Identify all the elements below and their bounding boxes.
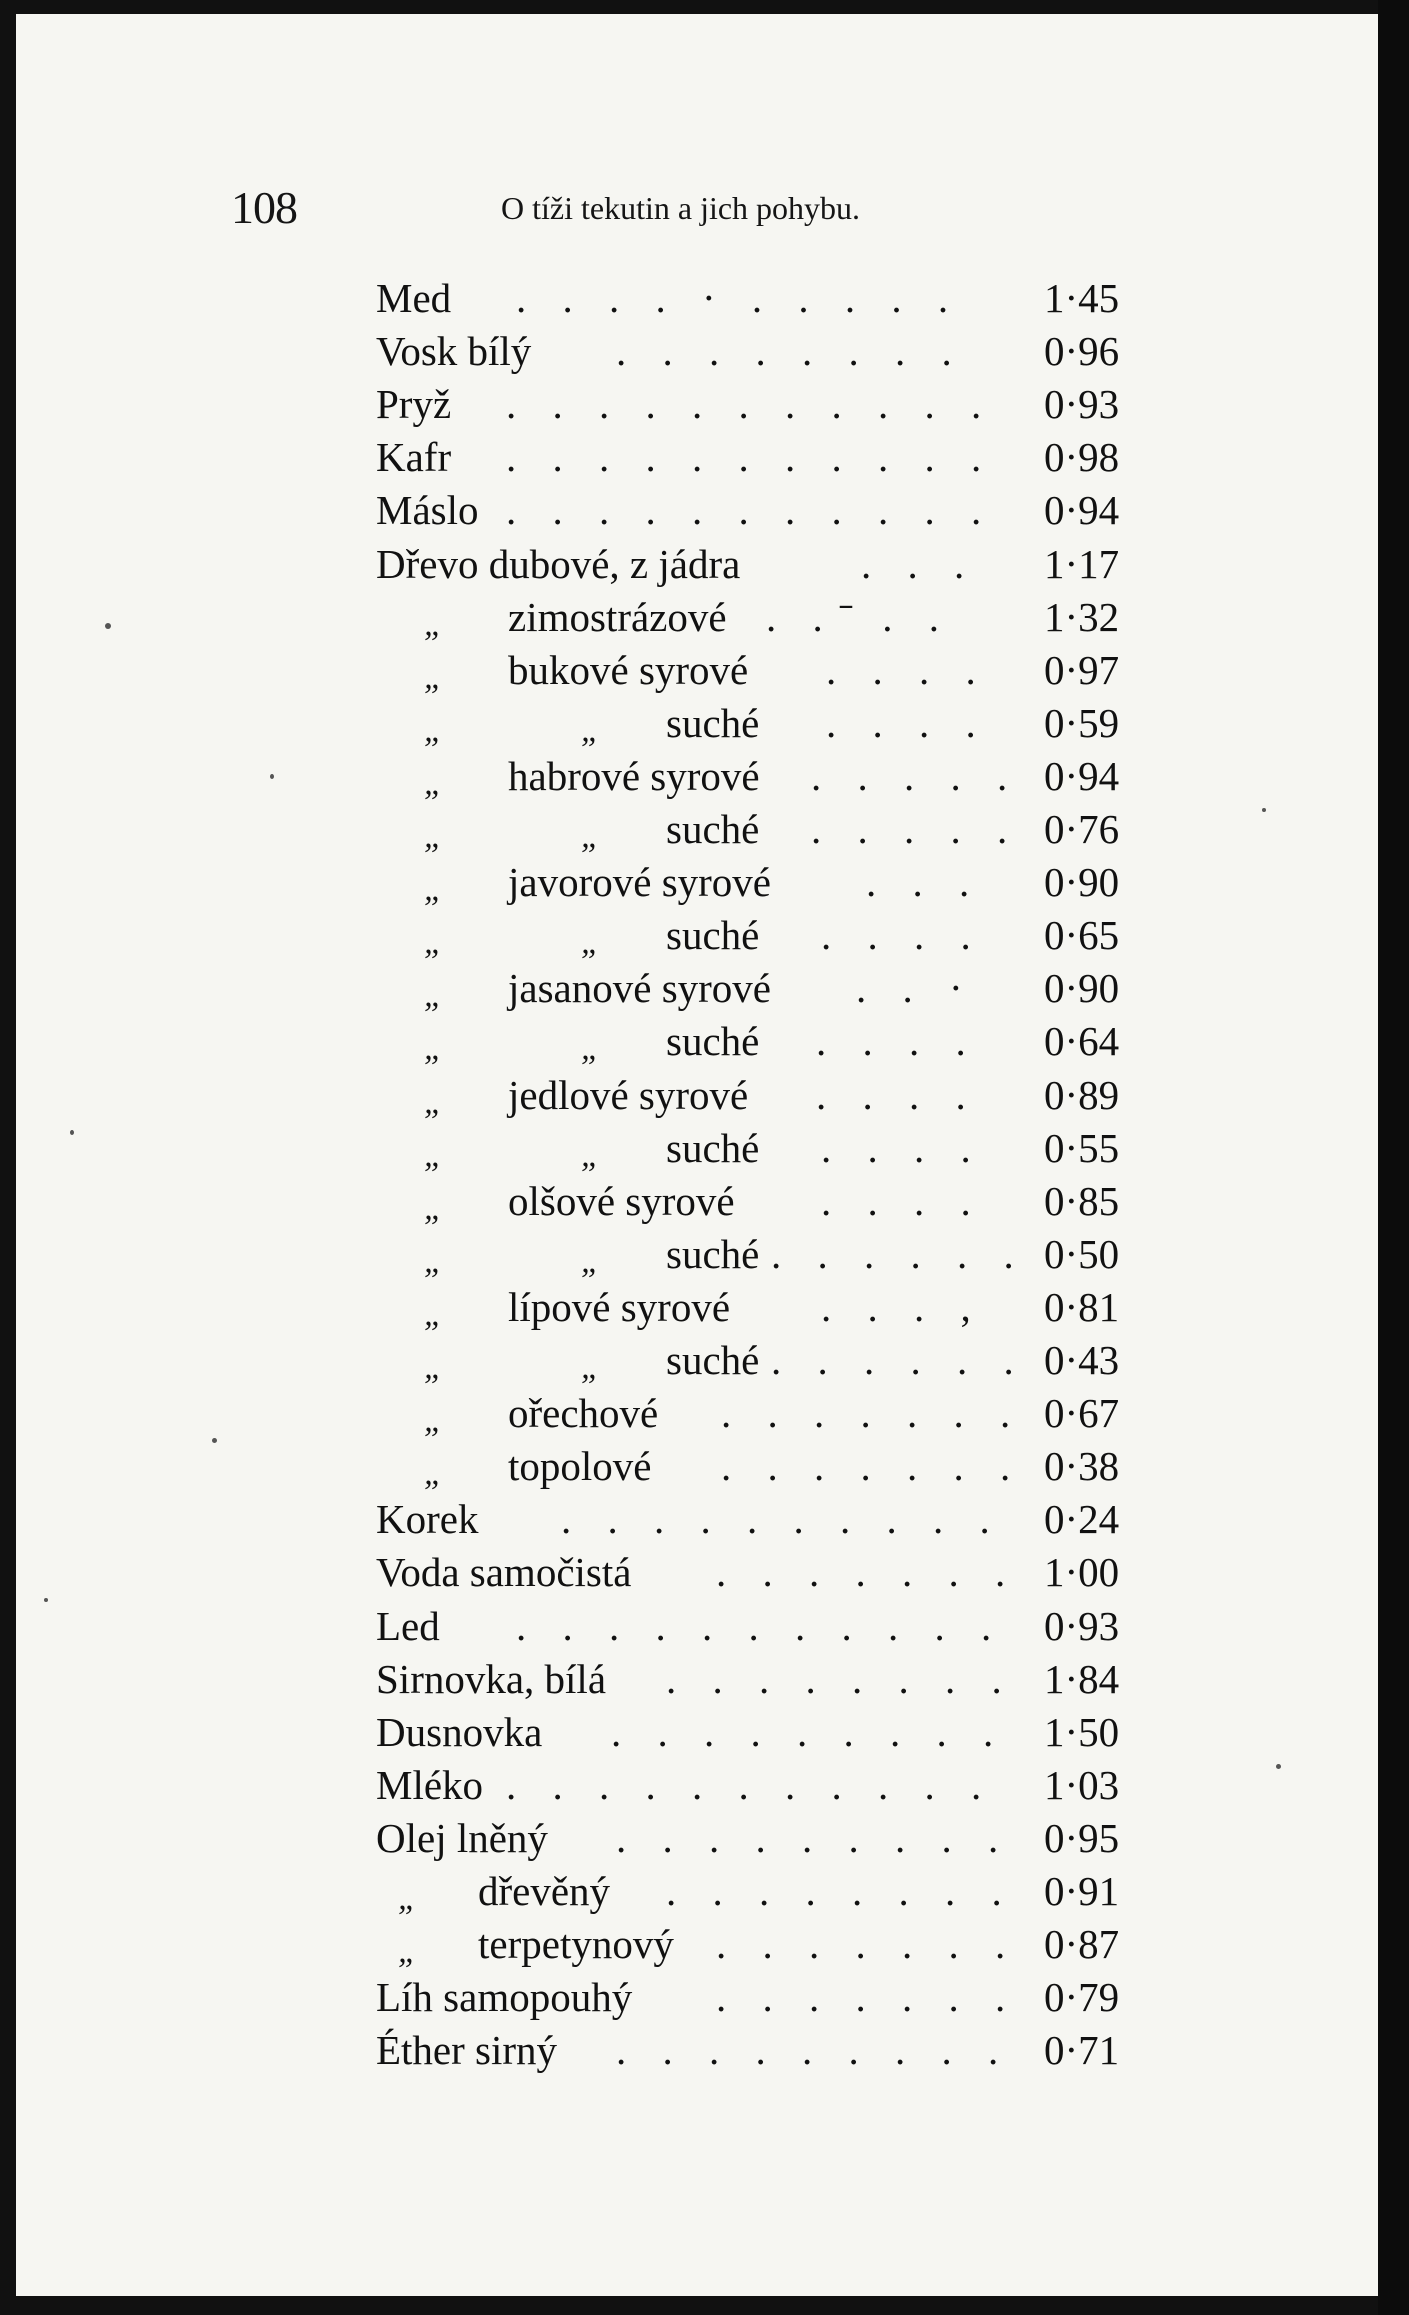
row-label: suché bbox=[666, 1337, 760, 1383]
ditto-mark-second: „ bbox=[581, 924, 600, 962]
row-label: suché bbox=[666, 806, 760, 852]
ditto-mark: „ bbox=[398, 1880, 417, 1917]
leader-dots: . . . . . . . . . . . bbox=[506, 1761, 995, 1808]
leader-dots: . . . , bbox=[821, 1283, 984, 1330]
table-row bbox=[16, 2024, 1378, 2076]
row-label: Mléko bbox=[376, 1761, 484, 1808]
table-row bbox=[16, 909, 1378, 961]
specific-gravity-value: 0·95 bbox=[1044, 1814, 1120, 1861]
leader-dots: . . . . . . bbox=[771, 1230, 1027, 1277]
row-label: dřevěný bbox=[478, 1868, 611, 1914]
table-row bbox=[16, 1971, 1378, 2023]
scan-border bbox=[1378, 0, 1409, 2315]
specific-gravity-value: 0·65 bbox=[1044, 912, 1120, 959]
book-page bbox=[16, 14, 1378, 2296]
leader-dots: . . . bbox=[866, 859, 983, 906]
specific-gravity-value: 0·93 bbox=[1044, 1602, 1120, 1649]
table-row bbox=[16, 1015, 1378, 1067]
row-label: Olej lněný bbox=[376, 1814, 548, 1861]
ditto-mark: „ bbox=[424, 1349, 443, 1386]
row-label: suché bbox=[666, 699, 760, 746]
table-row bbox=[16, 1918, 1378, 1970]
ditto-mark: „ bbox=[398, 1933, 417, 1971]
table-row bbox=[16, 1387, 1378, 1439]
ditto-mark: „ bbox=[424, 711, 443, 749]
table-row bbox=[16, 856, 1378, 908]
leader-dots: . . . . . . . . . . . bbox=[506, 487, 995, 534]
leader-dots: . . . . . . bbox=[771, 1337, 1027, 1383]
ditto-mark: „ bbox=[424, 1242, 443, 1280]
row-label: Sirnovka, bílá bbox=[376, 1655, 607, 1702]
ditto-mark: „ bbox=[424, 764, 443, 802]
row-label: terpetynový bbox=[478, 1921, 674, 1968]
table-row bbox=[16, 1281, 1378, 1333]
leader-dots: . . . . bbox=[826, 646, 989, 693]
specific-gravity-value: 0·81 bbox=[1044, 1283, 1120, 1330]
table-row bbox=[16, 1175, 1378, 1227]
paper-speck bbox=[105, 623, 111, 629]
leader-dots: . . . . . . . bbox=[716, 1549, 1019, 1596]
running-head: O tíži tekutin a jich pohybu. bbox=[501, 190, 861, 226]
specific-gravity-value: 0·89 bbox=[1044, 1071, 1120, 1118]
ditto-mark-second: „ bbox=[581, 711, 600, 749]
specific-gravity-value: 1·32 bbox=[1044, 593, 1120, 640]
leader-dots: . . . . bbox=[816, 1071, 979, 1118]
table-row bbox=[16, 1600, 1378, 1652]
table-row bbox=[16, 644, 1378, 696]
specific-gravity-value: 0·79 bbox=[1044, 1974, 1120, 2021]
table-row bbox=[16, 378, 1378, 430]
specific-gravity-value: 1·00 bbox=[1044, 1549, 1120, 1596]
leader-dots: . . . . bbox=[826, 699, 989, 746]
row-label: suché bbox=[666, 1230, 760, 1277]
table-row bbox=[16, 538, 1378, 590]
leader-dots: . . . . . . . . bbox=[616, 328, 965, 375]
ditto-mark: „ bbox=[424, 1295, 443, 1333]
ditto-mark: „ bbox=[424, 1136, 443, 1174]
row-label: Máslo bbox=[376, 487, 479, 534]
row-label: Vosk bílý bbox=[376, 328, 532, 375]
leader-dots: . . . . bbox=[821, 1124, 984, 1171]
row-label: Korek bbox=[376, 1496, 479, 1543]
row-label: javorové syrové bbox=[508, 859, 771, 906]
table-row bbox=[16, 1069, 1378, 1121]
ditto-mark: „ bbox=[424, 924, 443, 962]
ditto-mark: „ bbox=[424, 605, 443, 643]
leader-dots: . . . . . . . . . . bbox=[561, 1496, 1003, 1543]
table-row bbox=[16, 1812, 1378, 1864]
leader-dots: . . . . . . . bbox=[721, 1390, 1024, 1437]
row-label: Kafr bbox=[376, 434, 452, 481]
page-number: 108 bbox=[231, 182, 297, 233]
specific-gravity-value: 0·85 bbox=[1044, 1177, 1120, 1224]
row-label: Med bbox=[376, 275, 452, 321]
specific-gravity-value: 0·94 bbox=[1044, 752, 1120, 799]
leader-dots: . . . . . . . . . . . bbox=[506, 434, 995, 481]
specific-gravity-value: 0·55 bbox=[1044, 1124, 1120, 1171]
leader-dots: . . . . . bbox=[811, 752, 1021, 799]
table-row bbox=[16, 803, 1378, 855]
row-label: Dřevo dubové, z jádra bbox=[376, 540, 741, 587]
ditto-mark: „ bbox=[424, 871, 443, 909]
leader-dots: . . · bbox=[856, 965, 976, 1012]
specific-gravity-value: 1·03 bbox=[1044, 1761, 1120, 1808]
table-row bbox=[16, 1228, 1378, 1280]
row-label: suché bbox=[666, 912, 760, 959]
ditto-mark: „ bbox=[424, 1402, 443, 1440]
specific-gravity-value: 0·67 bbox=[1044, 1390, 1120, 1437]
specific-gravity-value: 0·38 bbox=[1044, 1443, 1120, 1490]
row-label: olšové syrové bbox=[508, 1177, 735, 1224]
table-row bbox=[16, 1493, 1378, 1545]
row-label: Dusnovka bbox=[376, 1708, 543, 1755]
table-row bbox=[16, 1546, 1378, 1598]
paper-speck bbox=[270, 774, 274, 779]
ditto-mark: „ bbox=[424, 1030, 443, 1068]
specific-gravity-value: 0·43 bbox=[1044, 1337, 1120, 1383]
specific-gravity-value: 0·91 bbox=[1044, 1868, 1120, 1914]
row-label: Led bbox=[376, 1602, 440, 1649]
table-row bbox=[16, 962, 1378, 1014]
row-label: habrové syrové bbox=[508, 752, 760, 799]
specific-gravity-value: 0·98 bbox=[1044, 434, 1120, 481]
paper-speck bbox=[44, 1598, 48, 1602]
specific-gravity-value: 0·97 bbox=[1044, 646, 1120, 693]
paper-speck bbox=[212, 1438, 217, 1443]
paper-speck bbox=[70, 1130, 74, 1135]
paper-speck bbox=[1276, 1764, 1281, 1769]
leader-dots: . . . . . . . . . bbox=[616, 1814, 1012, 1861]
table-row bbox=[16, 1706, 1378, 1758]
leader-dots: . . . . bbox=[821, 912, 984, 959]
row-label: ořechové bbox=[508, 1390, 659, 1437]
table-row bbox=[16, 1334, 1378, 1386]
ditto-mark-second: „ bbox=[581, 1242, 600, 1280]
ditto-mark-second: „ bbox=[581, 1136, 600, 1174]
table-row bbox=[16, 272, 1378, 324]
specific-gravity-value: 1·17 bbox=[1044, 540, 1120, 587]
row-label: Éther sirný bbox=[376, 2027, 558, 2074]
ditto-mark: „ bbox=[424, 977, 443, 1015]
ditto-mark: „ bbox=[424, 818, 443, 855]
leader-dots: . . . . . . . . . bbox=[611, 1708, 1007, 1755]
leader-dots: . . . . . . . . bbox=[666, 1868, 1015, 1914]
ditto-mark-second: „ bbox=[581, 818, 600, 855]
row-label: suché bbox=[666, 1018, 760, 1065]
row-label: lípové syrové bbox=[508, 1283, 731, 1330]
table-row bbox=[16, 1865, 1378, 1917]
row-label: Voda samočistá bbox=[376, 1549, 632, 1596]
specific-gravity-value: 0·90 bbox=[1044, 965, 1120, 1012]
specific-gravity-value: 0·94 bbox=[1044, 487, 1120, 534]
leader-dots: . . . . · . . . . . bbox=[516, 275, 962, 321]
table-row bbox=[16, 1759, 1378, 1811]
table-row bbox=[16, 750, 1378, 802]
ditto-mark: „ bbox=[424, 1083, 443, 1121]
paper-speck bbox=[1262, 808, 1266, 812]
specific-gravity-value: 0·24 bbox=[1044, 1496, 1120, 1543]
specific-gravity-value: 1·45 bbox=[1044, 275, 1120, 321]
leader-dots: . . . . bbox=[816, 1018, 979, 1065]
table-row bbox=[16, 431, 1378, 483]
specific-gravity-value: 0·96 bbox=[1044, 328, 1120, 375]
ditto-mark: „ bbox=[424, 1189, 443, 1227]
table-row bbox=[16, 1653, 1378, 1705]
ditto-mark: „ bbox=[424, 658, 443, 696]
row-label: bukové syrové bbox=[508, 646, 749, 693]
specific-gravity-value: 0·64 bbox=[1044, 1018, 1120, 1065]
ditto-mark-second: „ bbox=[581, 1030, 600, 1068]
ditto-mark-second: „ bbox=[581, 1349, 600, 1386]
leader-dots: . . . . . . . . . . . bbox=[516, 1602, 1005, 1649]
leader-dots: . . . . . . . . bbox=[666, 1655, 1015, 1702]
leader-dots: . . . . bbox=[821, 1177, 984, 1224]
specific-gravity-value: 0·50 bbox=[1044, 1230, 1120, 1277]
leader-dots: . . . bbox=[861, 540, 978, 587]
row-label: jasanové syrové bbox=[508, 965, 771, 1012]
specific-gravity-value: 0·87 bbox=[1044, 1921, 1120, 1968]
row-label: suché bbox=[666, 1124, 760, 1171]
specific-gravity-value: 1·50 bbox=[1044, 1708, 1120, 1755]
ditto-mark: „ bbox=[424, 1455, 443, 1493]
leader-dots: . . . . . . . bbox=[716, 1921, 1019, 1968]
table-row bbox=[16, 325, 1378, 377]
row-label: zimostrázové bbox=[508, 593, 727, 640]
specific-gravity-value: 0·71 bbox=[1044, 2027, 1120, 2074]
leader-dots: . . ̄ . . bbox=[766, 593, 952, 640]
row-label: Líh samopouhý bbox=[376, 1974, 633, 2021]
specific-gravity-value: 1·84 bbox=[1044, 1655, 1120, 1702]
table-row bbox=[16, 591, 1378, 643]
table-row bbox=[16, 484, 1378, 536]
leader-dots: . . . . . . . . . bbox=[616, 2027, 1012, 2074]
leader-dots: . . . . . . . bbox=[716, 1974, 1019, 2021]
row-label: topolové bbox=[508, 1443, 652, 1490]
row-label: Pryž bbox=[376, 381, 452, 428]
table-row bbox=[16, 697, 1378, 749]
table-row bbox=[16, 1440, 1378, 1492]
specific-gravity-value: 0·59 bbox=[1044, 699, 1120, 746]
table-row bbox=[16, 1122, 1378, 1174]
specific-gravity-value: 0·76 bbox=[1044, 806, 1120, 852]
leader-dots: . . . . . bbox=[811, 806, 1021, 852]
specific-gravity-table bbox=[16, 14, 1378, 2296]
leader-dots: . . . . . . . bbox=[721, 1443, 1024, 1490]
specific-gravity-value: 0·93 bbox=[1044, 381, 1120, 428]
row-label: jedlové syrové bbox=[508, 1071, 749, 1118]
specific-gravity-value: 0·90 bbox=[1044, 859, 1120, 906]
leader-dots: . . . . . . . . . . . bbox=[506, 381, 995, 428]
